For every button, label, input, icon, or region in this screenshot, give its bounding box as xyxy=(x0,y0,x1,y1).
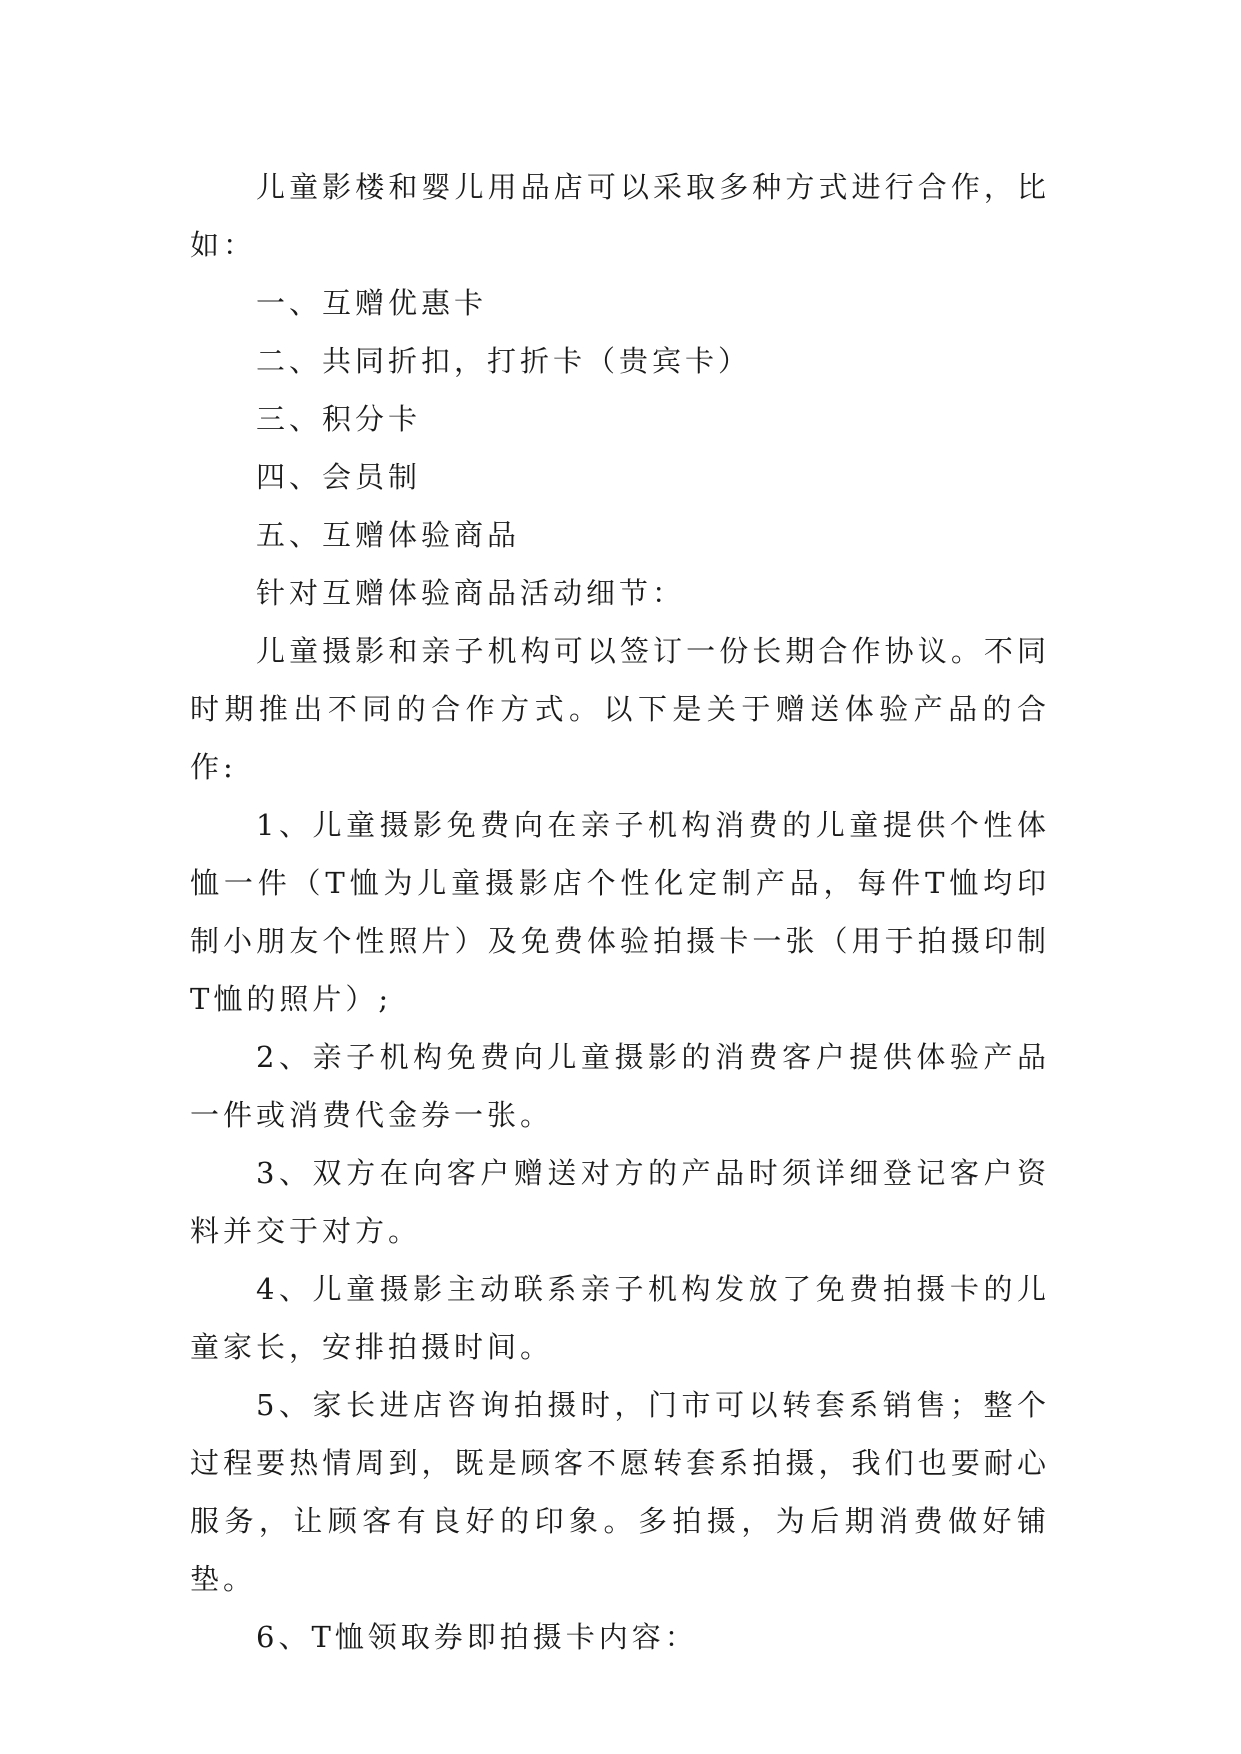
list-item-5: 五、互赠体验商品 xyxy=(256,518,521,552)
detail-item-5: 5、家长进店咨询拍摄时，门市可以转套系销售；整个过程要热情周到，既是顾客不愿转套系拍摄，我们也要耐心服务，让顾客有良好的印象。多拍摄，为后期消费做好铺垫。 xyxy=(190,1388,1050,1596)
detail-item-6: 6、T恤领取券即拍摄卡内容： xyxy=(256,1620,698,1654)
detail-item-2: 2、亲子机构免费向儿童摄影的消费客户提供体验产品一件或消费代金券一张。 xyxy=(190,1040,1050,1132)
detail-item-3: 3、双方在向客户赠送对方的产品时须详细登记客户资料并交于对方。 xyxy=(190,1156,1050,1248)
list-item-1: 一、互赠优惠卡 xyxy=(256,286,488,320)
list-item-4: 四、会员制 xyxy=(256,460,422,494)
paragraph-intro: 儿童影楼和婴儿用品店可以采取多种方式进行合作，比如： xyxy=(190,170,1050,262)
paragraph-agreement: 儿童摄影和亲子机构可以签订一份长期合作协议。不同时期推出不同的合作方式。以下是关于赠送体验产品的合作: xyxy=(190,634,1050,784)
detail-item-4: 4、儿童摄影主动联系亲子机构发放了免费拍摄卡的儿童家长，安排拍摄时间。 xyxy=(190,1272,1050,1364)
list-item-3: 三、积分卡 xyxy=(256,402,422,436)
list-item-2: 二、共同折扣，打折卡（贵宾卡） xyxy=(256,344,752,378)
section-heading: 针对互赠体验商品活动细节： xyxy=(256,576,686,610)
document-body xyxy=(190,158,1050,1666)
detail-item-1: 1、儿童摄影免费向在亲子机构消费的儿童提供个性体恤一件（T恤为儿童摄影店个性化定制产品，每件T恤均印制小朋友个性照片）及免费体验拍摄卡一张（用于拍摄印制T恤的照片）; xyxy=(190,808,1050,1016)
